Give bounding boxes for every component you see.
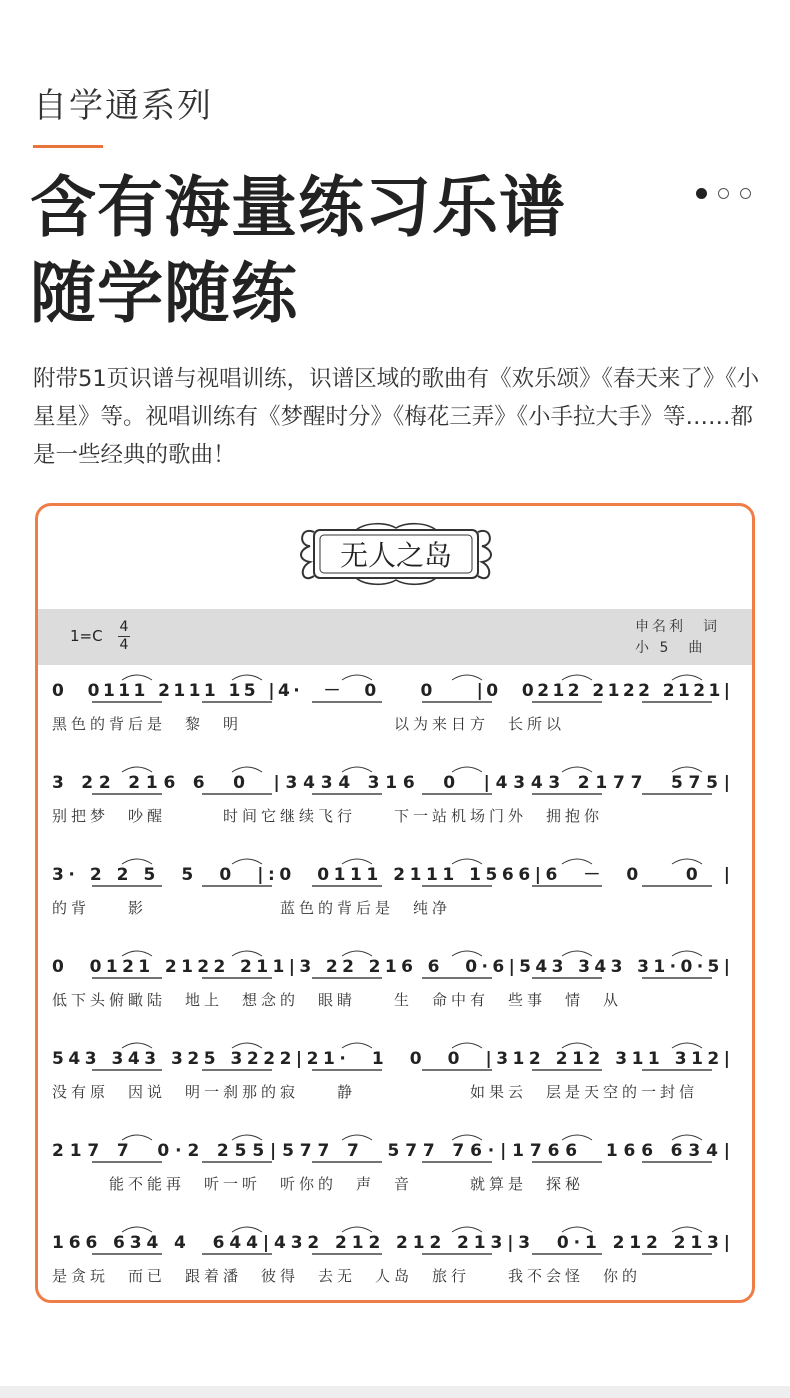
slur-mark xyxy=(672,1043,702,1048)
slur-mark xyxy=(342,1043,372,1048)
row-lyrics: 的背 影 蓝色的背后是 纯净 xyxy=(52,899,452,917)
song-meta-band xyxy=(38,609,752,665)
slur-mark xyxy=(452,859,482,864)
slur-mark xyxy=(562,1227,592,1232)
song-title: 无人之岛 xyxy=(339,539,452,572)
slur-mark xyxy=(232,1043,262,1048)
score-row-4 xyxy=(52,951,730,1009)
slur-mark xyxy=(122,1227,152,1232)
slur-mark xyxy=(562,1043,592,1048)
slur-mark xyxy=(122,859,152,864)
row-lyrics: 是贪玩 而已 跟着潘 彼得 去无 人岛 旅行 我不会怪 你的 xyxy=(52,1267,642,1285)
row-notes: 166 634 4 644|432 212 212 213|3 0·1 212 213| xyxy=(52,1233,730,1253)
score-row-1 xyxy=(52,675,730,733)
headline-line-1: 含有海量练习乐谱 xyxy=(30,169,566,246)
slur-mark xyxy=(342,951,372,956)
slur-mark xyxy=(342,675,372,680)
slur-mark xyxy=(562,675,592,680)
song-credits xyxy=(635,617,720,659)
score-row-5 xyxy=(52,1043,730,1101)
slur-mark xyxy=(672,859,702,864)
slur-mark xyxy=(342,1135,372,1140)
slur-mark xyxy=(672,1135,702,1140)
pagination-dot-2[interactable] xyxy=(718,188,729,199)
composer-credit: 小 5 曲 xyxy=(635,640,706,656)
slur-mark xyxy=(342,1227,372,1232)
slur-mark xyxy=(452,1043,482,1048)
slur-mark xyxy=(122,1043,152,1048)
bottom-strip xyxy=(0,1386,790,1398)
score xyxy=(38,666,752,1296)
slur-mark xyxy=(232,859,262,864)
slur-mark xyxy=(672,1227,702,1232)
row-lyrics: 能不能再 听一听 听你的 声 音 就算是 探秘 xyxy=(52,1175,585,1193)
slur-mark xyxy=(452,1227,482,1232)
pagination-dot-3[interactable] xyxy=(740,188,751,199)
carousel-pagination xyxy=(696,188,751,199)
time-signature xyxy=(118,619,130,654)
slur-mark xyxy=(452,1135,482,1140)
slur-mark xyxy=(672,951,702,956)
key-signature: 1=C xyxy=(70,627,103,645)
sheet-music-card xyxy=(35,503,755,1303)
slur-mark xyxy=(562,951,592,956)
time-top: 4 xyxy=(119,619,129,635)
slur-mark xyxy=(562,859,592,864)
headline-line-2: 随学随练 xyxy=(30,255,298,332)
row-notes: 3· 2 2 5 5 0 |:0 0111 2111 1566|6 － 0 0 | xyxy=(52,865,731,885)
slur-mark xyxy=(122,1135,152,1140)
slur-mark xyxy=(562,767,592,772)
description: 附带51页识谱与视唱训练，识谱区域的歌曲有《欢乐颂》《春天来了》《小星星》等。视唱训练有《梦醒时分》《梅花三弄》《小手拉大手》等……都是一些经典的歌曲！ xyxy=(33,366,760,468)
row-notes: 0 0121 2122 211|3 22 216 6 0·6|543 343 31·0·5| xyxy=(52,957,731,977)
row-lyrics: 低下头俯瞰陆 地上 想念的 眼睛 生 命中有 些事 情 从 xyxy=(52,991,623,1009)
slur-mark xyxy=(672,675,702,680)
score-row-3 xyxy=(52,859,730,917)
score-row-7 xyxy=(52,1227,730,1285)
slur-mark xyxy=(342,767,372,772)
headline xyxy=(30,165,566,337)
slur-mark xyxy=(452,767,482,772)
slur-mark xyxy=(232,675,262,680)
slur-mark xyxy=(232,951,262,956)
row-notes: 543 343 325 3222|21· 1 0 0 |312 212 311 312| xyxy=(52,1049,731,1069)
slur-mark xyxy=(122,951,152,956)
slur-mark xyxy=(562,1135,592,1140)
accent-divider xyxy=(33,145,103,148)
row-lyrics: 没有原 因说 明一刹那的寂 静 如果云 层是天空的一封信 xyxy=(52,1083,699,1101)
row-lyrics: 别把梦 吵醒 时间它继续飞行 下一站机场门外 拥抱你 xyxy=(52,807,604,825)
row-notes: 217 7 0·2 255|577 7 577 76·|1766 166 634| xyxy=(52,1141,730,1161)
time-bottom: 4 xyxy=(119,637,129,653)
slur-mark xyxy=(232,1227,262,1232)
slur-mark xyxy=(672,767,702,772)
score-notation xyxy=(38,666,752,1296)
row-notes: 0 0111 2111 15 |4· － 0 0 |0 0212 2122 2121| xyxy=(52,681,730,701)
slur-mark xyxy=(342,859,372,864)
row-notes: 3 22 216 6 0 |3434 316 0 |4343 2177 575| xyxy=(52,773,731,793)
lyricist-credit: 申名利 词 xyxy=(635,619,720,635)
pagination-dot-1[interactable] xyxy=(696,188,707,199)
score-row-2 xyxy=(52,767,730,825)
slur-mark xyxy=(232,1135,262,1140)
slur-mark xyxy=(232,767,262,772)
slur-mark xyxy=(122,767,152,772)
row-lyrics: 黑色的背后是 黎 明 以为来日方 长所以 xyxy=(52,715,566,733)
slur-mark xyxy=(452,951,482,956)
slur-mark xyxy=(122,675,152,680)
series-title: 自学通系列 xyxy=(33,86,213,126)
score-row-6 xyxy=(52,1135,730,1193)
slur-mark xyxy=(452,675,482,680)
